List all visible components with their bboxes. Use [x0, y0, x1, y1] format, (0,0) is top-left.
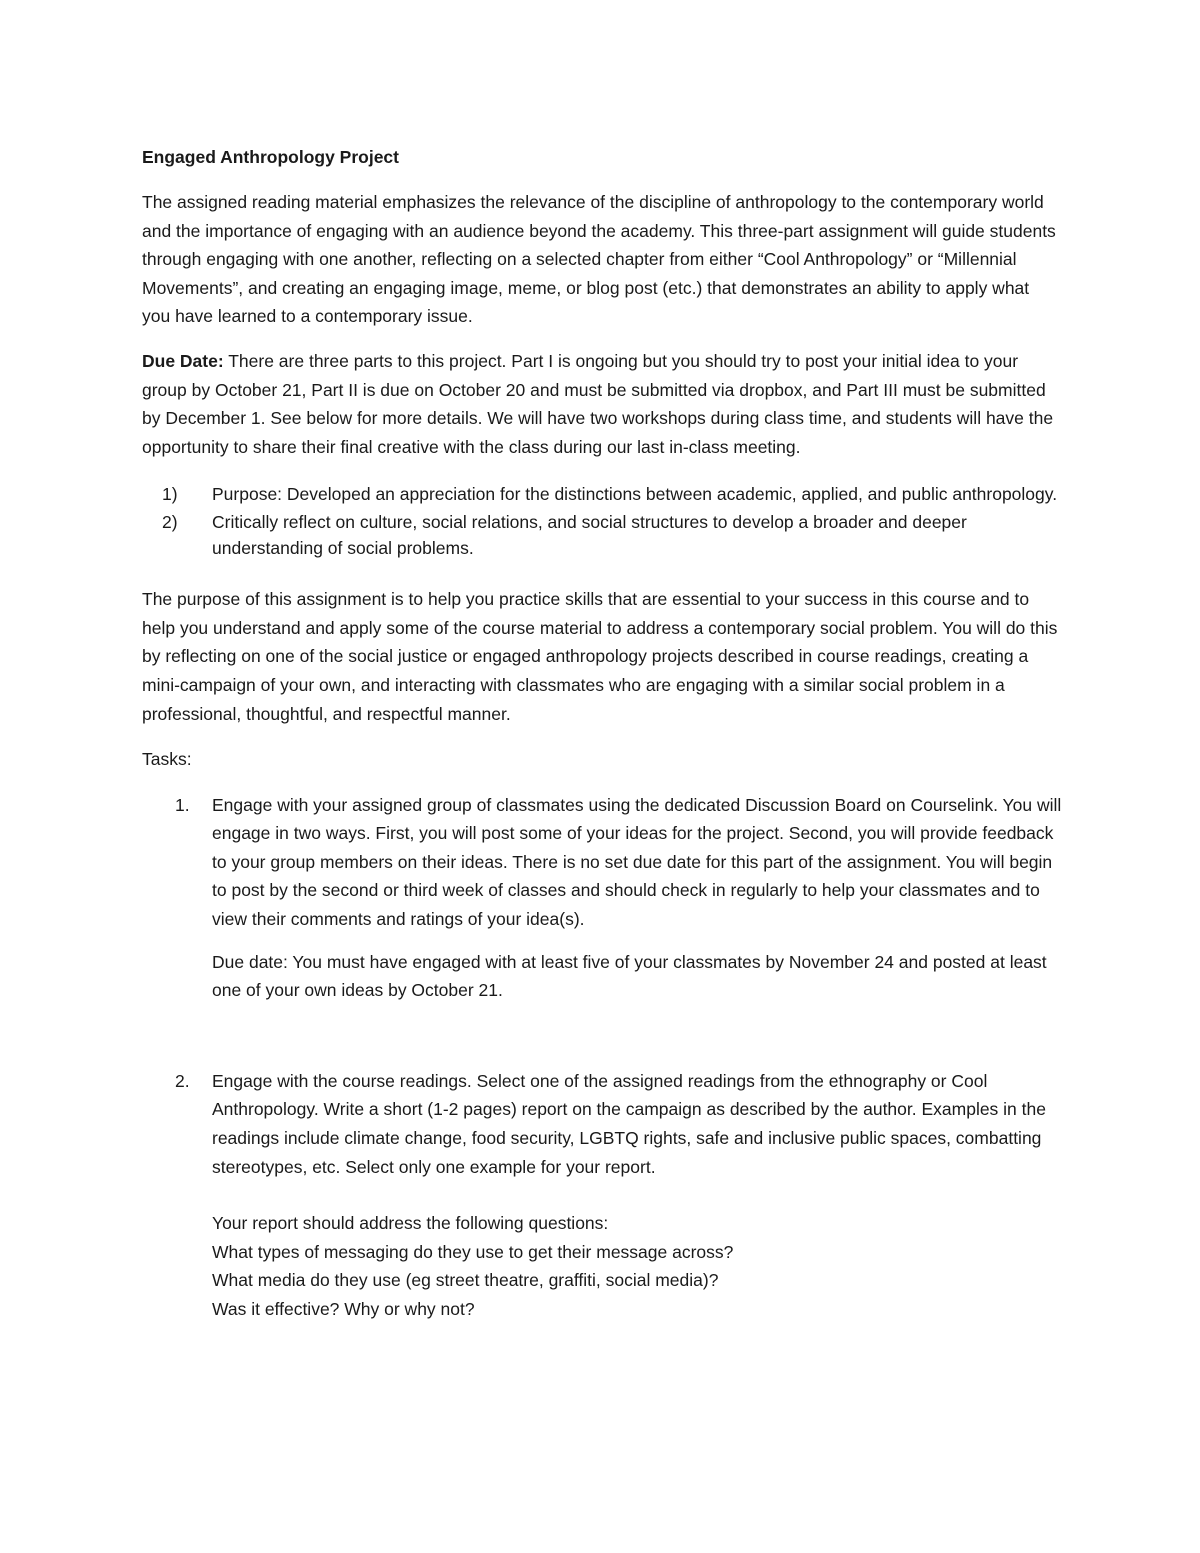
task-text: Engage with your assigned group of classmates using the dedicated Discussion Board on Courselink. You will engage in two ways. First, you will post some of your ideas for the project. Second, you will provide feedback to your group members on their ideas. There is no set due date for this part of the assignment. You will begin to post by the second or third week of classes and should check in regularly to help your classmates and to view their comments and ratings of your idea(s).: [212, 794, 1062, 930]
task-due-date: Due date: You must have engaged with at least five of your classmates by November 24 and posted at least one of your own ideas by October 21.: [212, 951, 1047, 1001]
purpose-item-number: 1): [162, 484, 178, 505]
report-question: What types of messaging do they use to get their message across?: [212, 1241, 734, 1262]
purpose-item: [142, 482, 1062, 508]
tasks-label: Tasks:: [142, 749, 192, 770]
report-question: What media do they use (eg street theatre, graffiti, social media)?: [212, 1270, 719, 1291]
purpose-item-text: Purpose: Developed an appreciation for the distinctions between academic, applied, and public anthropology.: [212, 484, 1058, 505]
document-page: [142, 143, 1062, 1324]
document-title: Engaged Anthropology Project: [142, 147, 399, 167]
due-date-label: Due Date:: [142, 350, 224, 371]
purpose-item: [142, 510, 1062, 561]
due-date-text: There are three parts to this project. Part I is ongoing but you should try to post your initial idea to your group by October 21, Part II is due on October 20 and must be submitted via dropbox, and Part III must be submitted by December 1. See below for more details. We will have two workshops during class time, and students will have the opportunity to share their final creative with the class during our last in-class meeting.: [142, 350, 1054, 457]
task-text: Engage with the course readings. Select one of the assigned readings from the ethnography or Cool Anthropology. Write a short (1-2 pages) report on the campaign as described by the author. Examples in the readings include climate change, food security, LGBTQ rights, safe and inclusive public spaces, combatting stereotypes, etc. Select only one example for your report.: [212, 1070, 1046, 1177]
task-list: [142, 791, 1062, 1324]
report-questions-intro: Your report should address the following questions:: [212, 1213, 609, 1234]
report-question: Was it effective? Why or why not?: [212, 1299, 475, 1319]
purpose-item-text: Critically reflect on culture, social relations, and social structures to develop a broader and deeper understanding of social problems.: [212, 511, 967, 558]
task-number: 1.: [175, 794, 190, 815]
purpose-list: [142, 482, 1062, 561]
purpose-paragraph: The purpose of this assignment is to help you practice skills that are essential to your success in this course and to help you understand and apply some of the course material to address a contemporary social problem. You will do this by reflecting on one of the social justice or engaged anthropology projects described in course readings, creating a mini-campaign of your own, and interacting with classmates who are engaging with a similar social problem in a professional, thoughtful, and respectful manner.: [142, 589, 1058, 724]
task-item: [142, 791, 1062, 1005]
intro-paragraph: The assigned reading material emphasizes the relevance of the discipline of anthropology to the contemporary world and the importance of engaging with an audience beyond the academy. This three-part assignment will guide students through engaging with one another, reflecting on a selected chapter from either “Cool Anthropology” or “Millennial Movements”, and creating an engaging image, meme, or blog post (etc.) that demonstrates an ability to apply what you have learned to a contemporary issue.: [142, 192, 1056, 327]
purpose-item-number: 2): [162, 511, 178, 532]
task-item: [142, 1067, 1062, 1324]
due-date-paragraph: [142, 347, 1062, 461]
task-number: 2.: [175, 1070, 190, 1091]
